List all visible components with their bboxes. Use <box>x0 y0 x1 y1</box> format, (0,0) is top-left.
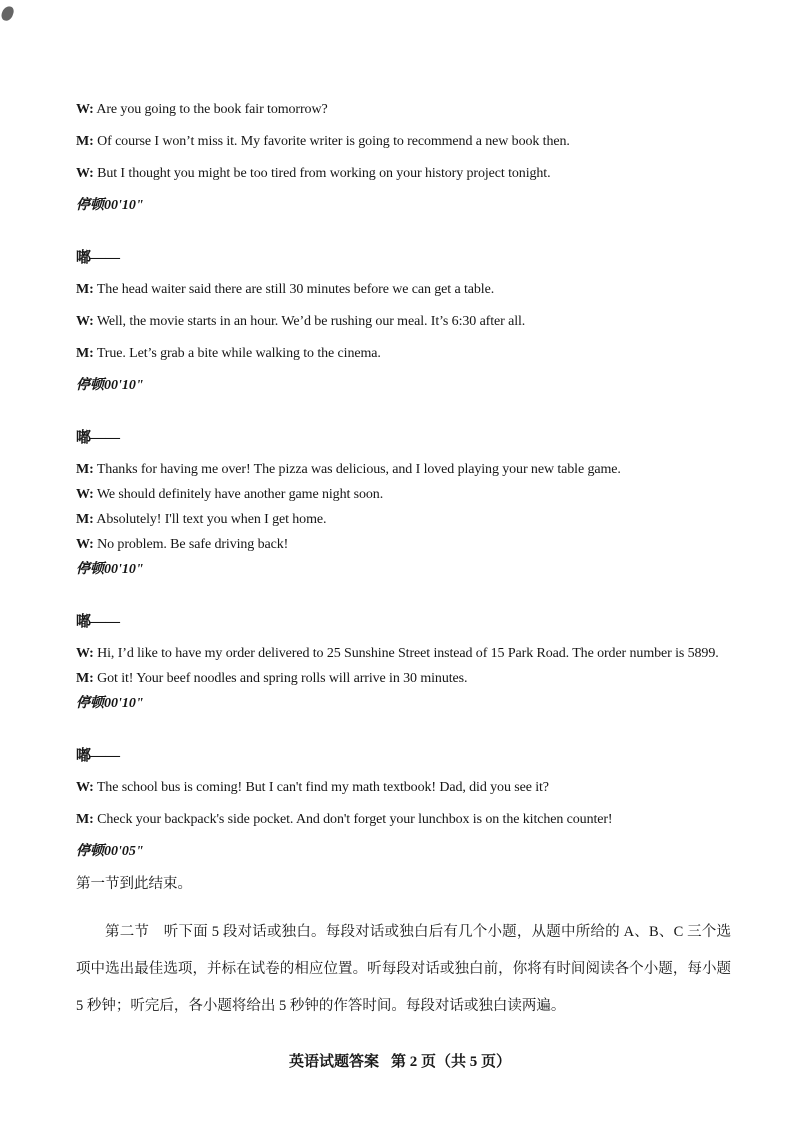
speaker-label: W: <box>76 646 94 661</box>
utterance-text: Well, the movie starts in an hour. We’d be rushing our meal. It’s 6:30 after all. <box>96 314 526 329</box>
dialogue-line <box>76 510 731 530</box>
beep-marker: 嘟—— <box>76 614 120 630</box>
utterance-text: Absolutely! I'll text you when I get home. <box>96 512 327 527</box>
speaker-label: M: <box>76 812 94 827</box>
utterance-text: The head waiter said there are still 30 minutes before we can get a table. <box>96 282 495 297</box>
dialogue-line <box>76 535 731 555</box>
beep-marker: 嘟—— <box>76 250 120 266</box>
speaker-label: M: <box>76 282 94 297</box>
utterance-text: We should definitely have another game night soon. <box>96 487 384 502</box>
speaker-label: M: <box>76 462 94 477</box>
dialogue-section <box>76 746 731 862</box>
dialogue-line <box>76 460 731 480</box>
beep-marker: 嘟—— <box>76 748 120 764</box>
speaker-label: W: <box>76 102 94 117</box>
pause-marker: 停顿00'10" <box>76 562 144 577</box>
speaker-label: M: <box>76 346 94 361</box>
footer-page-number: 第 2 页（共 5 页） <box>391 1054 512 1070</box>
dialogue-section <box>76 248 731 396</box>
pause-marker: 停顿00'05" <box>76 844 144 859</box>
pause-marker: 停顿00'10" <box>76 696 144 711</box>
dialogue-line <box>76 644 731 664</box>
utterance-text: Thanks for having me over! The pizza was delicious, and I loved playing your new table game. <box>96 462 621 477</box>
dialogue-line <box>76 344 731 364</box>
utterance-text: Of course I won’t miss it. My favorite writer is going to recommend a new book then. <box>97 134 570 149</box>
utterance-text: Hi, I’d like to have my order delivered to 25 Sunshine Street instead of 15 Park Road. The order number is 5899. <box>97 646 719 661</box>
speaker-label: M: <box>76 512 94 527</box>
dialogue-line <box>76 312 731 332</box>
part2-instructions: 第二节 听下面 5 段对话或独白。每段对话或独白后有几个小题，从题中所给的 A、B、C 三个选项中选出最佳选项，并标在试卷的相应位置。听每段对话或独白前，你将有时间阅读各个小题，每小题 5 秒钟；听完后，各小题将给出 5 秒钟的作答时间。每段对话或独白读两遍。 <box>76 924 731 1014</box>
dialogue-line <box>76 164 731 184</box>
dialogue-line <box>76 810 731 830</box>
utterance-text: No problem. Be safe driving back! <box>97 537 289 552</box>
section-one-end-note: 第一节到此结束。 <box>76 876 192 892</box>
dialogue-line <box>76 100 731 120</box>
speaker-label: W: <box>76 314 94 329</box>
utterance-text: True. Let’s grab a bite while walking to the cinema. <box>96 346 381 361</box>
dialogue-line <box>76 485 731 505</box>
dialogue-line <box>76 280 731 300</box>
speaker-label: M: <box>76 671 94 686</box>
transcript-sections <box>76 100 731 862</box>
beep-marker: 嘟—— <box>76 430 120 446</box>
utterance-text: Got it! Your beef noodles and spring rolls will arrive in 30 minutes. <box>97 671 468 686</box>
dialogue-line <box>76 778 731 798</box>
pause-marker: 停顿00'10" <box>76 378 144 393</box>
pause-marker: 停顿00'10" <box>76 198 144 213</box>
utterance-text: Check your backpack's side pocket. And don't forget your lunchbox is on the kitchen counter! <box>97 812 613 827</box>
utterance-text: The school bus is coming! But I can't find my math textbook! Dad, did you see it? <box>96 780 549 795</box>
page-footer <box>0 1052 800 1072</box>
dialogue-section <box>76 612 731 714</box>
dialogue-section <box>76 100 731 216</box>
speaker-label: M: <box>76 134 94 149</box>
scan-artifact-speck <box>0 5 15 23</box>
speaker-label: W: <box>76 487 94 502</box>
utterance-text: Are you going to the book fair tomorrow? <box>96 102 328 117</box>
dialogue-line <box>76 669 731 689</box>
dialogue-section <box>76 428 731 580</box>
footer-doc-title: 英语试题答案 <box>288 1054 379 1070</box>
speaker-label: W: <box>76 780 94 795</box>
speaker-label: W: <box>76 166 94 181</box>
utterance-text: But I thought you might be too tired from working on your history project tonight. <box>97 166 551 181</box>
dialogue-line <box>76 132 731 152</box>
speaker-label: W: <box>76 537 94 552</box>
